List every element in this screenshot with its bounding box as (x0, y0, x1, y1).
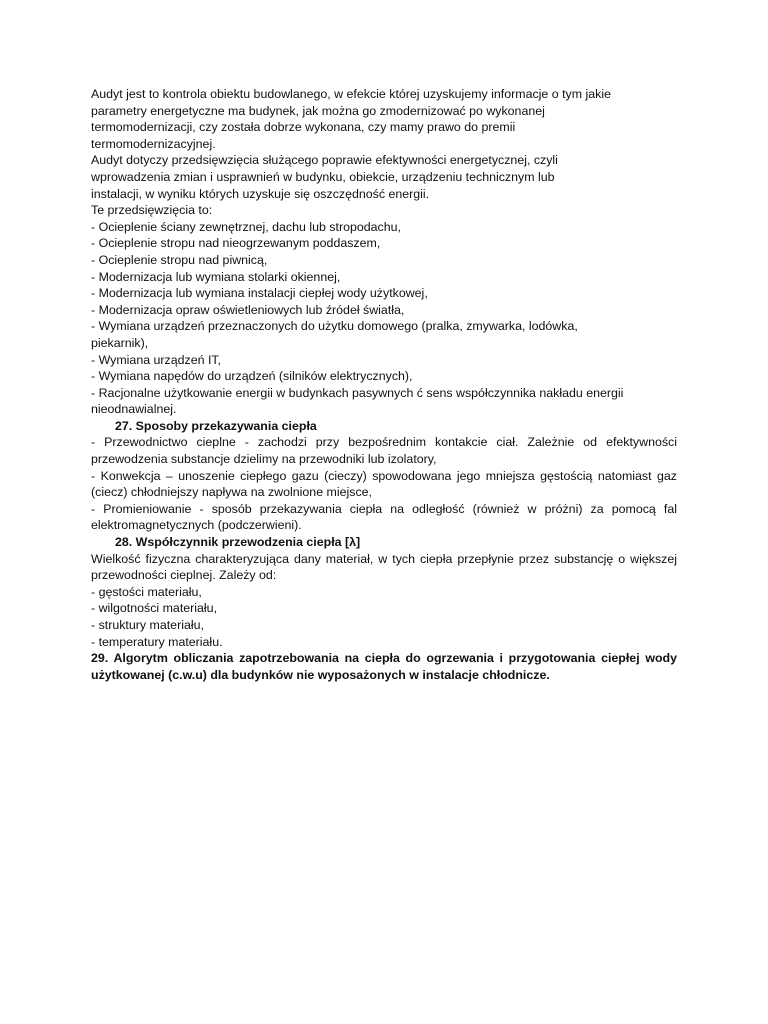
list-item: - Modernizacja opraw oświetleniowych lub źródeł światła, (91, 302, 405, 317)
list-item: - Modernizacja lub wymiana instalacji ciepłej wody użytkowej, (91, 286, 428, 301)
list-item: - gęstości materiału, (91, 584, 202, 599)
list-item-continuation: nieodnawialnej. (91, 402, 177, 417)
text-line: parametry energetyczne ma budynek, jak można go zmodernizować po wykonanej (91, 103, 545, 118)
list-item: - Ocieplenie stropu nad piwnicą, (91, 252, 268, 267)
list-item-convection: - Konwekcja – unoszenie ciepłego gazu (cieczy) spowodowana jego mniejsza gęstością natomiast gaz (ciecz) chłodniejszy napływa na zwolnione miejsce, (91, 468, 677, 500)
list-item-continuation: piekarnik), (91, 335, 149, 350)
intro-paragraph-audit-scope (91, 152, 677, 202)
list-item: - Modernizacja lub wymiana stolarki okiennej, (91, 269, 341, 284)
conductivity-factors-list (91, 584, 677, 650)
list-item: - Ocieplenie ściany zewnętrznej, dachu lub stropodachu, (91, 219, 401, 234)
text-line: instalacji, w wyniku których uzyskuje się oszczędność energii. (91, 186, 430, 201)
section-29-heading: 29. Algorytm obliczania zapotrzebowania na ciepła do ogrzewania i przygotowania ciepłej wody użytkowanej (c.w.u) dla budynków nie wyposażonych w instalacje chłodnicze. (91, 651, 677, 682)
heat-transfer-methods (91, 434, 677, 534)
text-line: Audyt jest to kontrola obiektu budowlanego, w efekcie której uzyskujemy informacje o tym jakie (91, 87, 611, 101)
list-item: - temperatury materiału. (91, 634, 223, 649)
document-page (91, 86, 677, 683)
list-intro: Te przedsięwzięcia to: (91, 203, 213, 218)
list-item: - Racjonalne użytkowanie energii w budynkach pasywnych ć sens współczynnika nakładu energii (91, 385, 624, 400)
text-line: wprowadzenia zmian i usprawnień w budynku, obiekcie, urządzeniu technicznym lub (91, 169, 555, 184)
list-item: - Ocieplenie stropu nad nieogrzewanym poddaszem, (91, 236, 381, 251)
section-28-text: Wielkość fizyczna charakteryzująca dany materiał, w tych ciepła przepłynie przez substancję o większej przewodności cieplnej. Zależy od: (91, 551, 677, 583)
list-item-conduction: - Przewodnictwo cieplne - zachodzi przy bezpośrednim kontakcie ciał. Zależnie od efektywności przewodzenia substancje dzielimy na przewodniki lub izolatory, (91, 435, 677, 467)
list-item: - Wymiana urządzeń IT, (91, 352, 222, 367)
text-line: termomodernizacyjnej. (91, 136, 216, 151)
list-item: - wilgotności materiału, (91, 601, 218, 616)
text-line: termomodernizacji, czy została dobrze wykonana, czy mamy prawo do premii (91, 120, 516, 135)
undertakings-list (91, 219, 677, 418)
list-item-radiation: - Promieniowanie - sposób przekazywania ciepła na odległość (również w próżni) za pomocą fal elektromagnetycznych (podczerwieni). (91, 501, 677, 533)
list-item: - Wymiana napędów do urządzeń (silników elektrycznych), (91, 369, 413, 384)
intro-paragraph-audit-definition (91, 86, 677, 152)
list-item: - struktury materiału, (91, 618, 204, 632)
section-27-heading: 27. Sposoby przekazywania ciepła (115, 418, 317, 433)
section-28-heading: 28. Współczynnik przewodzenia ciepła [λ] (115, 535, 361, 550)
text-line: Audyt dotyczy przedsięwzięcia służącego poprawie efektywności energetycznej, czyli (91, 153, 558, 168)
list-item: - Wymiana urządzeń przeznaczonych do użytku domowego (pralka, zmywarka, lodówka, (91, 319, 578, 334)
